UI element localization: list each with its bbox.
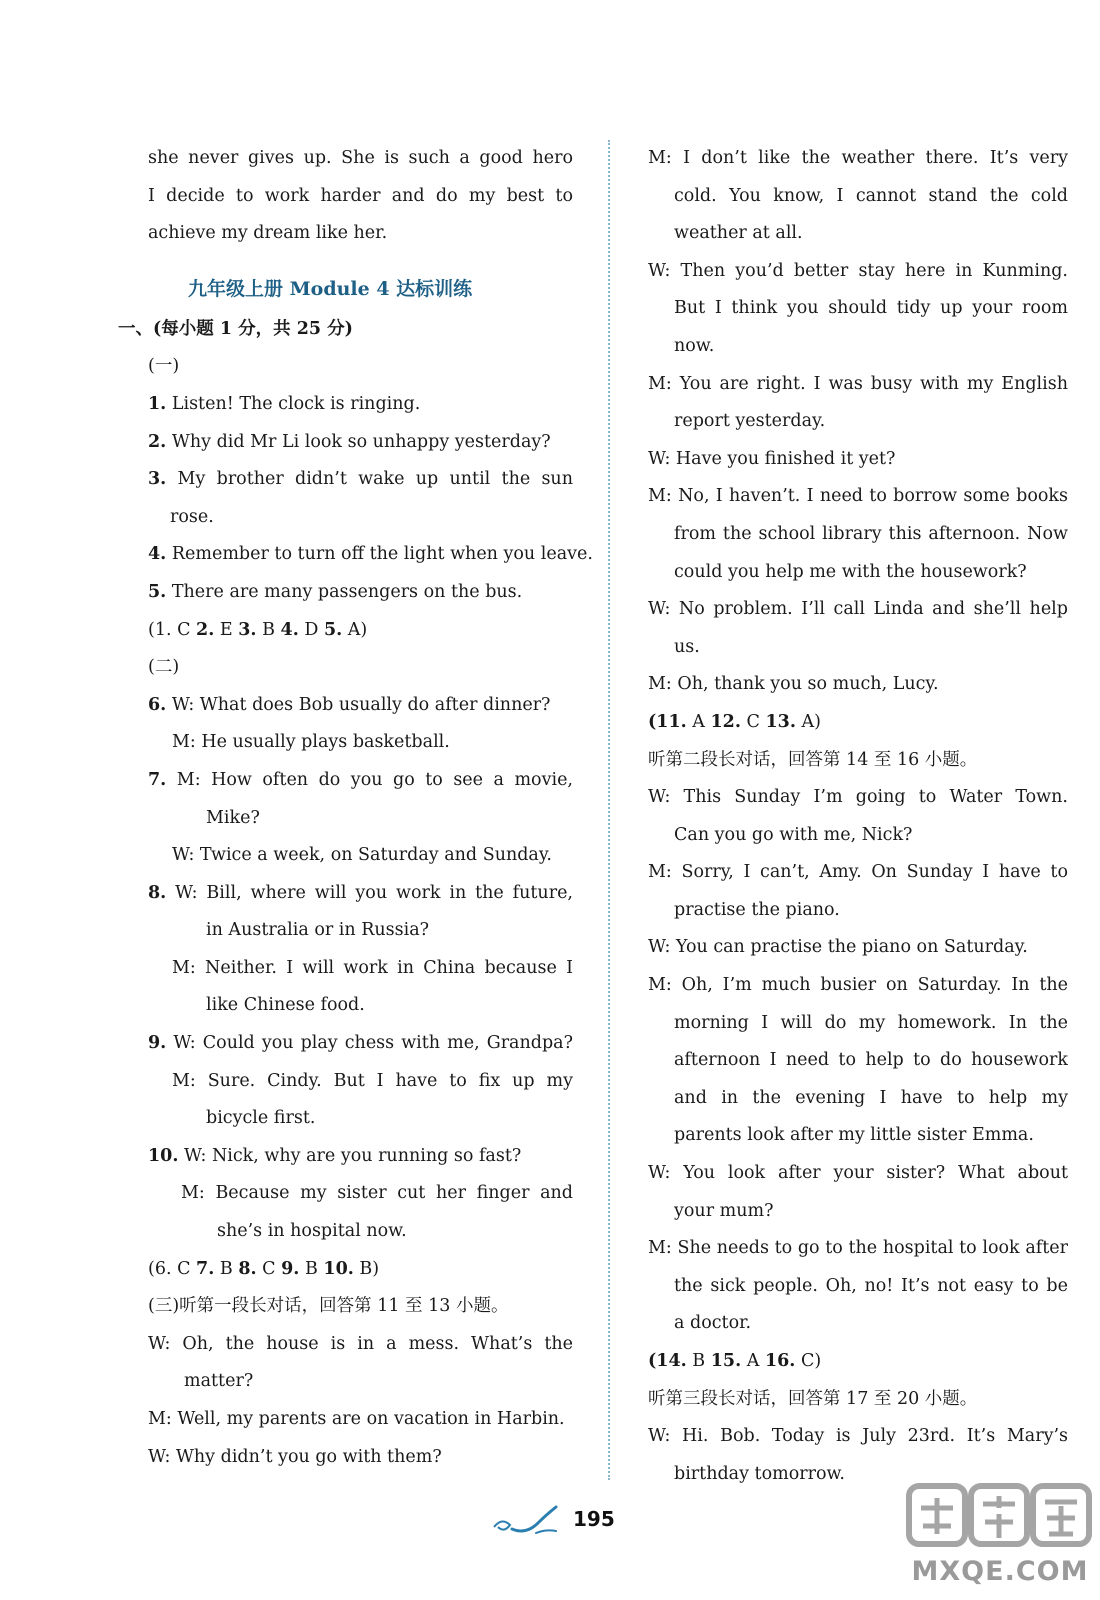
question-10 [118,1138,573,1176]
text-line: in Australia or in Russia? [206,920,430,941]
answer-value: C [256,1258,282,1279]
question-text: W: What does Bob usually do after dinner? [171,694,551,715]
answer-label: 12. [710,711,741,732]
swirl-ornament-icon [488,1503,568,1539]
question-text: M: How often do you go to see a movie, [176,769,573,790]
question-8 [118,875,573,913]
watermark-logo-icon [905,1478,1095,1556]
question-4 [118,536,593,574]
text-line: your mum? [674,1200,774,1221]
answer-value: D [298,619,324,640]
answer-value: A [741,1351,765,1371]
right-column [648,140,1068,1493]
question-number: 9. [148,1033,167,1054]
subsection-heading: 听第三段长对话，回答第 17 至 20 小题。 [648,1388,978,1409]
page-number: 195 [573,1507,615,1531]
dialogue-line: W: No problem. I’ll call Linda and she’ll help [648,599,1068,620]
answer-label: (11. [648,711,687,732]
answer-label: (1. [148,619,172,640]
dialogue-line: W: Then you’d better stay here in Kunming. [648,260,1068,281]
answer-value: A) [795,711,821,732]
question-number: 3. [148,469,167,490]
question-text: Listen! The clock is ringing. [171,393,421,414]
answer-value: B [214,1258,239,1279]
dialogue-line: W: Oh, the house is in a mess. What’s the [148,1333,573,1354]
answer-value: B) [353,1258,380,1279]
question-text: W: Bill, where will you work in the future, [175,882,573,903]
text-line: achieve my dream like her. [148,223,388,244]
text-line: bicycle first. [206,1108,316,1129]
text-line: the sick people. Oh, no! It’s not easy to be [674,1275,1068,1296]
dialogue-line: M: Oh, I’m much busier on Saturday. In the [648,975,1068,996]
text-line: matter? [184,1371,254,1392]
answer-label: 15. [710,1351,742,1371]
subsection-heading: 听第二段长对话，回答第 14 至 16 小题。 [648,749,978,770]
answer-value: B [256,619,281,640]
text-line: Mike? [206,807,260,828]
question-number: 4. [148,544,167,565]
question-2 [118,424,573,462]
dialogue-line: W: You can practise the piano on Saturday. [648,937,1028,958]
text-line: afternoon I need to help to do housework [674,1050,1068,1071]
text-line: cold. You know, I cannot stand the cold [674,185,1068,206]
answer-label: 10. [323,1258,354,1279]
text-line: from the school library this afternoon. Now [674,523,1068,544]
watermark [905,1478,1095,1593]
answer-label: 7. [196,1258,215,1279]
question-1 [118,386,573,424]
answer-label: 13. [765,711,796,732]
question-text: W: Nick, why are you running so fast? [184,1145,522,1166]
dialogue-line: W: Hi. Bob. Today is July 23rd. It’s Mary’s [648,1426,1068,1447]
answer-key [648,1343,1068,1381]
answer-label: 2. [196,619,215,640]
left-column [118,140,593,1476]
text-line: M: He usually plays basketball. [172,732,450,753]
text-line: practise the piano. [674,899,840,920]
question-text: There are many passengers on the bus. [171,581,523,602]
answer-label: 9. [281,1258,300,1279]
question-text: Why did Mr Li look so unhappy yesterday? [171,431,551,452]
text-line: she’s in hospital now. [217,1221,407,1242]
question-text: W: Could you play chess with me, Grandpa? [173,1033,573,1054]
answer-key [648,704,1068,742]
section-title: 九年级上册 Module 4 达标训练 [188,277,473,300]
dialogue-line: M: Well, my parents are on vacation in Harbin. [148,1409,565,1429]
question-6 [118,687,573,725]
answer-label: (14. [648,1351,687,1371]
text-line: M: Neither. I will work in China because I [172,957,573,978]
answer-value: B [299,1258,324,1279]
text-line: But I think you should tidy up your room [674,298,1068,319]
text-line: morning I will do my homework. In the [674,1012,1068,1033]
subsection-heading: (二) [148,657,180,678]
column-divider [608,140,610,1480]
answer-label: 3. [238,619,257,640]
question-number: 8. [148,882,167,903]
text-line: M: Because my sister cut her finger and [181,1183,573,1204]
answer-key [118,612,573,650]
question-number: 10. [148,1145,179,1166]
answer-value: C [171,619,197,640]
question-number: 1. [148,393,167,414]
question-number: 5. [148,581,167,602]
question-number: 2. [148,431,167,452]
question-5 [118,574,573,612]
answer-value: C [740,711,766,732]
question-text: Remember to turn off the light when you leave. [171,544,593,565]
question-text: My brother didn’t wake up until the sun [177,469,573,490]
question-number: 7. [148,769,167,790]
answer-value: A) [342,619,368,640]
dialogue-line: W: You look after your sister? What about [648,1163,1068,1184]
dialogue-line: M: She needs to go to the hospital to look after [648,1238,1068,1259]
text-line: she never gives up. She is such a good hero [148,148,573,168]
dialogue-line: W: Why didn’t you go with them? [148,1446,442,1467]
answer-label: (6. [148,1258,172,1279]
question-9 [118,1025,573,1063]
text-line: W: Twice a week, on Saturday and Sunday. [172,845,552,866]
text-line: I decide to work harder and do my best to [148,185,573,206]
subsection-heading: (一) [148,356,180,377]
answer-label: 5. [323,619,343,640]
text-line: Can you go with me, Nick? [674,824,913,845]
dialogue-line: W: Have you finished it yet? [648,448,896,469]
dialogue-line: M: I don’t like the weather there. It’s very [648,148,1068,168]
dialogue-line: M: Oh, thank you so much, Lucy. [648,674,939,695]
answer-label: 16. [764,1351,796,1371]
answer-value: E [214,619,239,640]
text-line: like Chinese food. [206,995,365,1016]
answer-key [118,1251,573,1289]
text-line: now. [674,335,715,356]
part-heading: 一、(每小题 1 分，共 25 分) [118,318,353,339]
dialogue-line: W: This Sunday I’m going to Water Town. [648,787,1068,808]
text-line: M: Sure. Cindy. But I have to fix up my [172,1070,573,1091]
answer-value: B [686,1351,711,1371]
answer-value: C) [795,1351,822,1371]
question-3 [118,461,573,499]
answer-value: C [171,1258,197,1279]
text-line: us. [674,636,700,657]
text-line: weather at all. [674,223,803,244]
text-line: and in the evening I have to help my [674,1087,1068,1108]
dialogue-line: M: You are right. I was busy with my English [648,373,1068,394]
answer-label: 8. [238,1258,257,1279]
answer-label: 4. [280,619,299,640]
subsection-heading: (三)听第一段长对话，回答第 11 至 13 小题。 [148,1296,509,1317]
text-line: a doctor. [674,1313,752,1334]
question-number: 6. [148,694,167,715]
text-line: report yesterday. [674,411,826,432]
question-7 [118,762,573,800]
answer-value: A [686,711,711,732]
dialogue-line: M: No, I haven’t. I need to borrow some books [648,486,1068,507]
watermark-text: MXQE.COM [911,1556,1089,1587]
text-line: birthday tomorrow. [674,1463,845,1484]
text-line: parents look after my little sister Emma. [674,1125,1034,1146]
dialogue-line: M: Sorry, I can’t, Amy. On Sunday I have to [648,862,1068,883]
text-line: rose. [170,506,214,527]
text-line: could you help me with the housework? [674,561,1027,582]
